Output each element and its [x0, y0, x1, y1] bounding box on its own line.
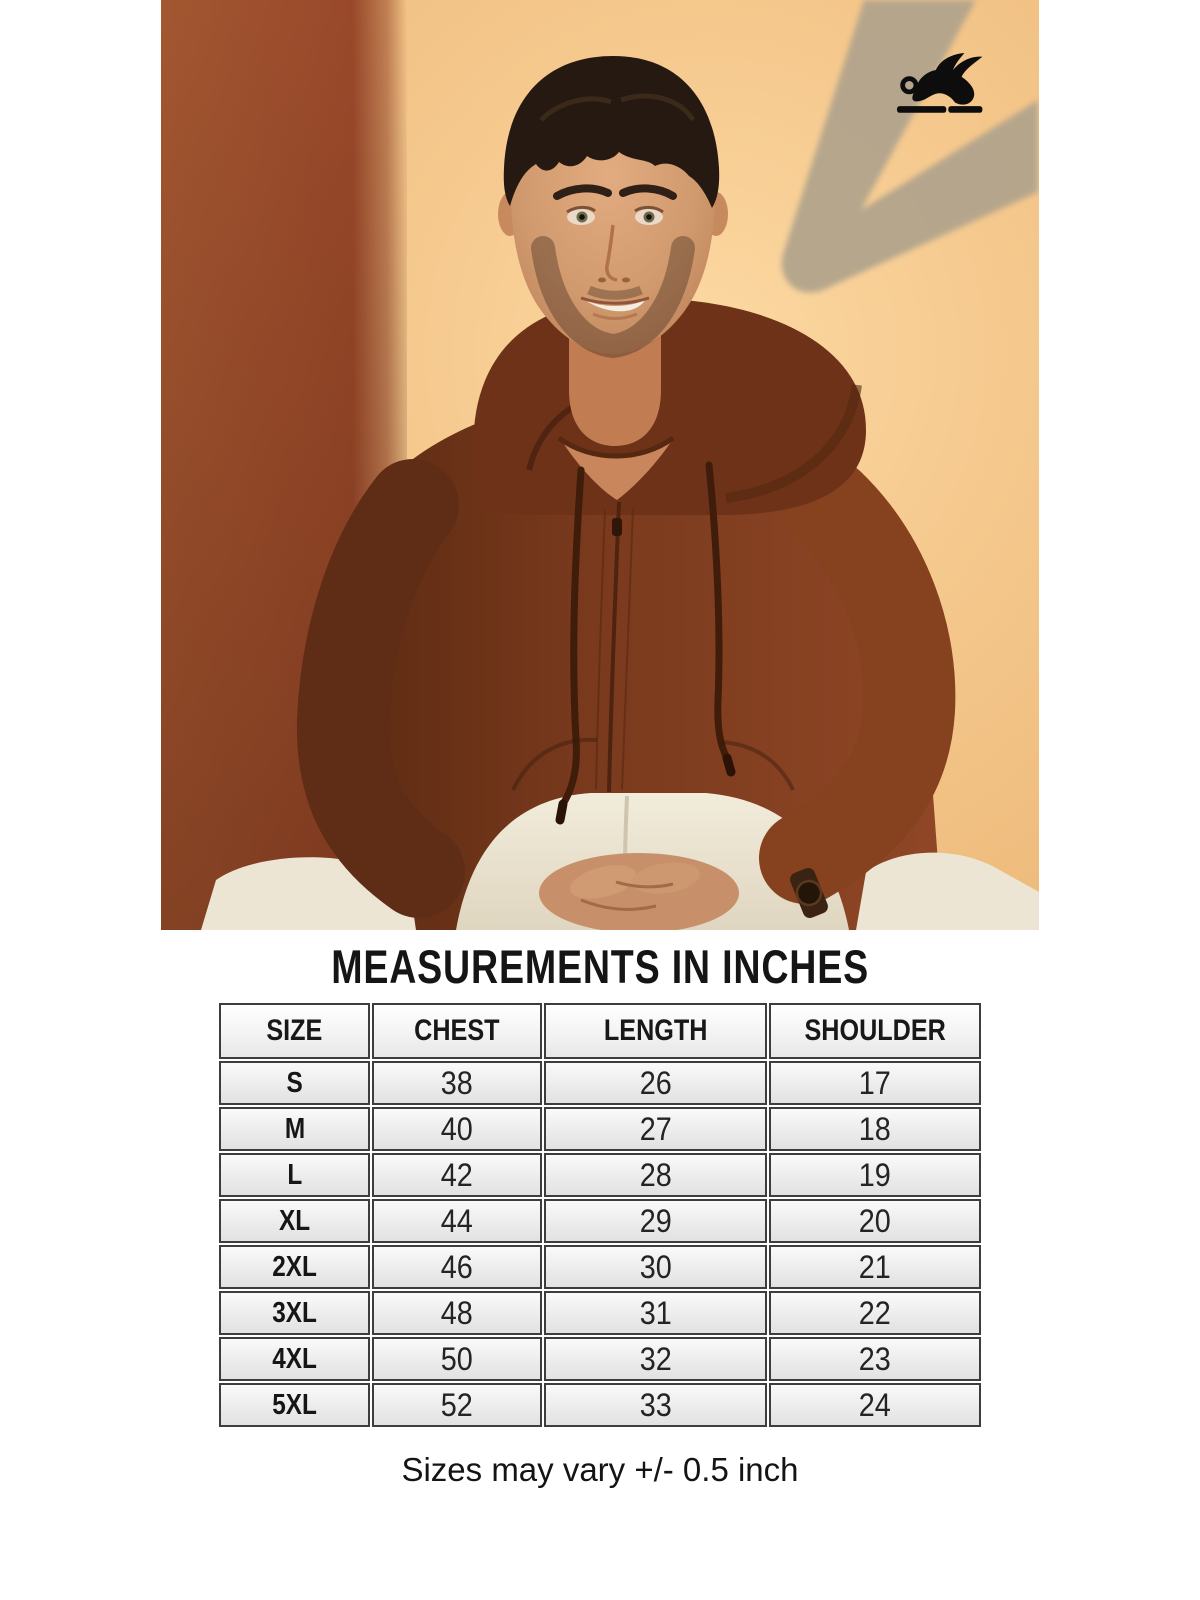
table-row: [219, 1199, 981, 1243]
product-photo: [161, 0, 1039, 930]
table-cell: 38: [372, 1061, 542, 1105]
size-chart-title: MEASUREMENTS IN INCHES: [331, 940, 869, 993]
table-row: [219, 1061, 981, 1105]
table-cell: 4XL: [219, 1337, 370, 1381]
table-cell: L: [219, 1153, 370, 1197]
table-row: [219, 1153, 981, 1197]
table-cell: 3XL: [219, 1291, 370, 1335]
table-cell: 17: [769, 1061, 981, 1105]
table-cell: 19: [769, 1153, 981, 1197]
size-chart-table: [217, 1001, 983, 1429]
table-row: [219, 1107, 981, 1151]
column-header-chest: CHEST: [372, 1003, 542, 1059]
table-cell: 20: [769, 1199, 981, 1243]
table-cell: 52: [372, 1383, 542, 1427]
column-header-length: LENGTH: [544, 1003, 767, 1059]
column-header-shoulder: SHOULDER: [769, 1003, 981, 1059]
table-cell: 42: [372, 1153, 542, 1197]
table-cell: 48: [372, 1291, 542, 1335]
column-header-size: SIZE: [219, 1003, 370, 1059]
table-cell: 44: [372, 1199, 542, 1243]
table-row: [219, 1383, 981, 1427]
table-row: [219, 1337, 981, 1381]
table-cell: 46: [372, 1245, 542, 1289]
table-row: [219, 1245, 981, 1289]
table-row: [219, 1291, 981, 1335]
table-cell: 29: [544, 1199, 767, 1243]
table-cell: 40: [372, 1107, 542, 1151]
table-cell: 32: [544, 1337, 767, 1381]
table-cell: S: [219, 1061, 370, 1105]
photo-illustration: [161, 0, 1039, 930]
table-cell: 27: [544, 1107, 767, 1151]
table-cell: 33: [544, 1383, 767, 1427]
table-cell: 2XL: [219, 1245, 370, 1289]
table-cell: 22: [769, 1291, 981, 1335]
size-chart-section: [0, 930, 1200, 1489]
table-cell: 23: [769, 1337, 981, 1381]
table-cell: 18: [769, 1107, 981, 1151]
table-cell: 24: [769, 1383, 981, 1427]
table-cell: M: [219, 1107, 370, 1151]
table-cell: 5XL: [219, 1383, 370, 1427]
table-cell: XL: [219, 1199, 370, 1243]
table-cell: 50: [372, 1337, 542, 1381]
header-row: [219, 1003, 981, 1059]
table-cell: 21: [769, 1245, 981, 1289]
hands: [539, 853, 739, 930]
size-variance-note: Sizes may vary +/- 0.5 inch: [401, 1451, 799, 1489]
table-cell: 26: [544, 1061, 767, 1105]
table-cell: 28: [544, 1153, 767, 1197]
table-cell: 30: [544, 1245, 767, 1289]
table-cell: 31: [544, 1291, 767, 1335]
